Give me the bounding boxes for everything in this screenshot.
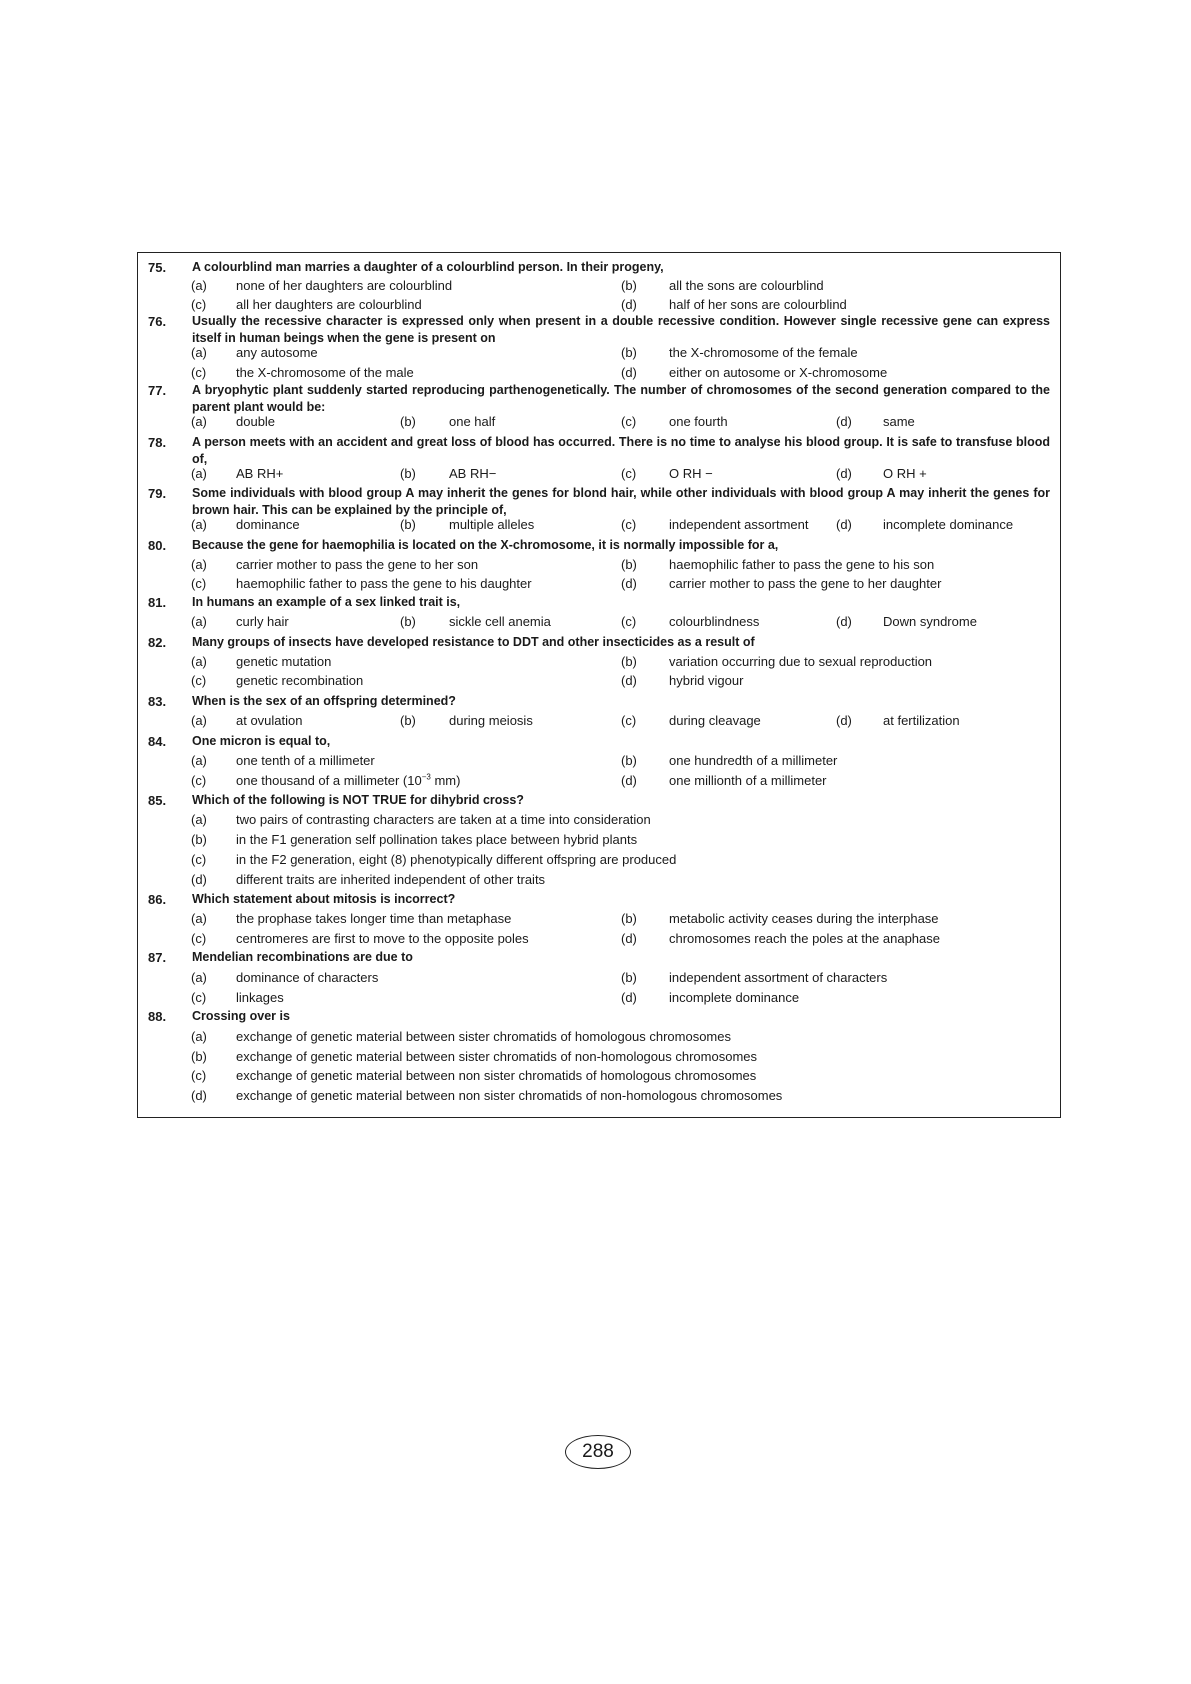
option-text: AB RH+ — [236, 466, 284, 481]
option-text: haemophilic father to pass the gene to his daughter — [236, 576, 532, 591]
option-label: (b) — [621, 557, 637, 572]
option-label: (d) — [621, 365, 637, 380]
option-label: (c) — [191, 297, 207, 312]
option-label: (c) — [191, 1068, 207, 1083]
option-text: half of her sons are colourblind — [669, 297, 847, 312]
option-label: (a) — [191, 713, 207, 728]
option-text: exchange of genetic material between non sister chromatids of homologous chromosomes — [236, 1068, 757, 1083]
option-label: (c) — [621, 713, 637, 728]
question-number: 87. — [148, 950, 167, 965]
question-number: 83. — [148, 694, 167, 709]
option-label: (a) — [191, 970, 207, 985]
option-text: during cleavage — [669, 713, 761, 728]
question-number: 78. — [148, 435, 167, 450]
question-text: In humans an example of a sex linked trait is, — [192, 595, 461, 609]
option-text: curly hair — [236, 614, 289, 629]
option-label: (b) — [191, 832, 207, 847]
option-text: hybrid vigour — [669, 673, 744, 688]
option-text: at fertilization — [883, 713, 960, 728]
question-text: A person meets with an accident and great loss of blood has occurred. There is no time to analyse his blood group. It is safe to transfuse blood of, — [192, 435, 1050, 466]
option-text: chromosomes reach the poles at the anaphase — [669, 931, 941, 946]
option-label: (d) — [621, 576, 637, 591]
question-number: 80. — [148, 538, 167, 553]
option-text: exchange of genetic material between non sister chromatids of non-homologous chromosomes — [236, 1088, 783, 1103]
question-number: 75. — [148, 260, 167, 275]
option-label: (c) — [621, 466, 637, 481]
option-text: one half — [449, 414, 496, 429]
option-text: exchange of genetic material between sister chromatids of non-homologous chromosomes — [236, 1049, 757, 1064]
question-text: Many groups of insects have developed resistance to DDT and other insecticides as a result of — [192, 635, 755, 649]
option-label: (c) — [621, 614, 637, 629]
option-label: (b) — [621, 345, 637, 360]
option-text: during meiosis — [449, 713, 533, 728]
option-label: (a) — [191, 614, 207, 629]
option-text: double — [236, 414, 276, 429]
option-label: (d) — [836, 614, 852, 629]
option-text: the X-chromosome of the female — [669, 345, 858, 360]
option-text: genetic recombination — [236, 673, 364, 688]
option-text: dominance of characters — [236, 970, 379, 985]
question-text: When is the sex of an offspring determined? — [192, 694, 456, 708]
option-label: (d) — [621, 297, 637, 312]
option-text: exchange of genetic material between sister chromatids of homologous chromosomes — [236, 1029, 731, 1044]
option-text: one hundredth of a millimeter — [669, 753, 838, 768]
option-text: independent assortment — [669, 517, 809, 532]
option-text: Down syndrome — [883, 614, 977, 629]
option-text: dominance — [236, 517, 300, 532]
option-label: (b) — [400, 614, 416, 629]
option-label: (d) — [836, 414, 852, 429]
option-label: (d) — [836, 466, 852, 481]
question-text: Crossing over is — [192, 1009, 290, 1023]
exponent: −3 — [421, 772, 431, 782]
option-text: linkages — [236, 990, 284, 1005]
option-text: incomplete dominance — [883, 517, 1014, 532]
option-label: (c) — [191, 773, 207, 788]
option-label: (a) — [191, 1029, 207, 1044]
question-text: Because the gene for haemophilia is located on the X-chromosome, it is normally impossible for a, — [192, 538, 779, 552]
option-text: one tenth of a millimeter — [236, 753, 375, 768]
option-label: (b) — [621, 753, 637, 768]
question-number: 82. — [148, 635, 167, 650]
option-text: O RH − — [669, 466, 713, 481]
question-text: One micron is equal to, — [192, 734, 331, 748]
option-text: colourblindness — [669, 614, 760, 629]
option-label: (c) — [621, 517, 637, 532]
option-label: (a) — [191, 278, 207, 293]
option-text: sickle cell anemia — [449, 614, 551, 629]
option-label: (b) — [400, 517, 416, 532]
option-text: centromeres are first to move to the opposite poles — [236, 931, 529, 946]
option-label: (d) — [191, 1088, 207, 1103]
option-text: carrier mother to pass the gene to her daughter — [669, 576, 942, 591]
option-label: (a) — [191, 466, 207, 481]
option-text: at ovulation — [236, 713, 303, 728]
question-text: Some individuals with blood group A may inherit the genes for blond hair, while other individuals with blood group A may inherit the genes for brown hair. This can be explained by the principle of, — [192, 486, 1050, 517]
option-label: (a) — [191, 654, 207, 669]
option-text-tail: mm) — [430, 773, 461, 788]
option-label: (b) — [400, 414, 416, 429]
question-number: 81. — [148, 595, 167, 610]
option-text: independent assortment of characters — [669, 970, 888, 985]
option-label: (a) — [191, 753, 207, 768]
option-label: (a) — [191, 345, 207, 360]
option-label: (d) — [191, 872, 207, 887]
option-label: (b) — [621, 911, 637, 926]
option-text: all her daughters are colourblind — [236, 297, 422, 312]
option-label: (b) — [400, 713, 416, 728]
option-label: (a) — [191, 517, 207, 532]
question-number: 85. — [148, 793, 167, 808]
question-text: Mendelian recombinations are due to — [192, 950, 413, 964]
option-label: (b) — [621, 970, 637, 985]
question-number: 84. — [148, 734, 167, 749]
option-text: AB RH− — [449, 466, 497, 481]
option-text: in the F1 generation self pollination takes place between hybrid plants — [236, 832, 638, 847]
option-text: one fourth — [669, 414, 728, 429]
question-number: 79. — [148, 486, 167, 501]
question-number: 76. — [148, 314, 167, 329]
option-text: in the F2 generation, eight (8) phenotypically different offspring are produced — [236, 852, 677, 867]
option-label: (d) — [836, 517, 852, 532]
option-text: the prophase takes longer time than metaphase — [236, 911, 512, 926]
option-label: (a) — [191, 911, 207, 926]
option-label: (a) — [191, 812, 207, 827]
option-text: incomplete dominance — [669, 990, 800, 1005]
option-text: any autosome — [236, 345, 318, 360]
option-label: (b) — [400, 466, 416, 481]
page-number: 288 — [565, 1435, 631, 1469]
option-text: metabolic activity ceases during the interphase — [669, 911, 939, 926]
option-label: (d) — [621, 990, 637, 1005]
option-label: (c) — [191, 365, 207, 380]
option-label: (c) — [191, 990, 207, 1005]
option-text: different traits are inherited independent of other traits — [236, 872, 546, 887]
option-text: one thousand of a millimeter ($10^{-3}$ mm) — [236, 772, 461, 788]
option-label: (c) — [621, 414, 637, 429]
question-text: Which of the following is NOT TRUE for dihybrid cross? — [192, 793, 524, 807]
option-text: the X-chromosome of the male — [236, 365, 414, 380]
option-label: (b) — [191, 1049, 207, 1064]
option-label: (d) — [621, 931, 637, 946]
option-text: haemophilic father to pass the gene to his son — [669, 557, 935, 572]
option-label: (a) — [191, 557, 207, 572]
option-label: (b) — [621, 654, 637, 669]
option-label: (c) — [191, 576, 207, 591]
question-number: 77. — [148, 383, 167, 398]
option-label: (d) — [836, 713, 852, 728]
question-number: 88. — [148, 1009, 167, 1024]
question-text: Which statement about mitosis is incorrect? — [192, 892, 456, 906]
option-text: variation occurring due to sexual reproduction — [669, 654, 933, 669]
option-label: (c) — [191, 852, 207, 867]
question-number: 86. — [148, 892, 167, 907]
option-label: (c) — [191, 931, 207, 946]
question-text: A bryophytic plant suddenly started reproducing parthenogenetically. The number of chromosomes of the second generation compared to the parent plant would be: — [192, 383, 1050, 414]
option-label: (d) — [621, 673, 637, 688]
option-label: (d) — [621, 773, 637, 788]
option-text: carrier mother to pass the gene to her son — [236, 557, 479, 572]
option-label: (b) — [621, 278, 637, 293]
option-text: genetic mutation — [236, 654, 332, 669]
option-text: O RH + — [883, 466, 927, 481]
question-frame — [137, 252, 1061, 1118]
question-text: A colourblind man marries a daughter of a colourblind person. In their progeny, — [192, 260, 664, 274]
option-text: either on autosome or X-chromosome — [669, 365, 888, 380]
option-label: (c) — [191, 673, 207, 688]
option-text: same — [883, 414, 915, 429]
option-label: (a) — [191, 414, 207, 429]
option-text: one millionth of a millimeter — [669, 773, 827, 788]
option-text: two pairs of contrasting characters are taken at a time into consideration — [236, 812, 651, 827]
option-text: all the sons are colourblind — [669, 278, 824, 293]
option-text: multiple alleles — [449, 517, 535, 532]
option-text: none of her daughters are colourblind — [236, 278, 453, 293]
question-text: Usually the recessive character is expressed only when present in a double recessive condition. However single recessive gene can express itself in human beings when the gene is present on — [192, 314, 1050, 345]
